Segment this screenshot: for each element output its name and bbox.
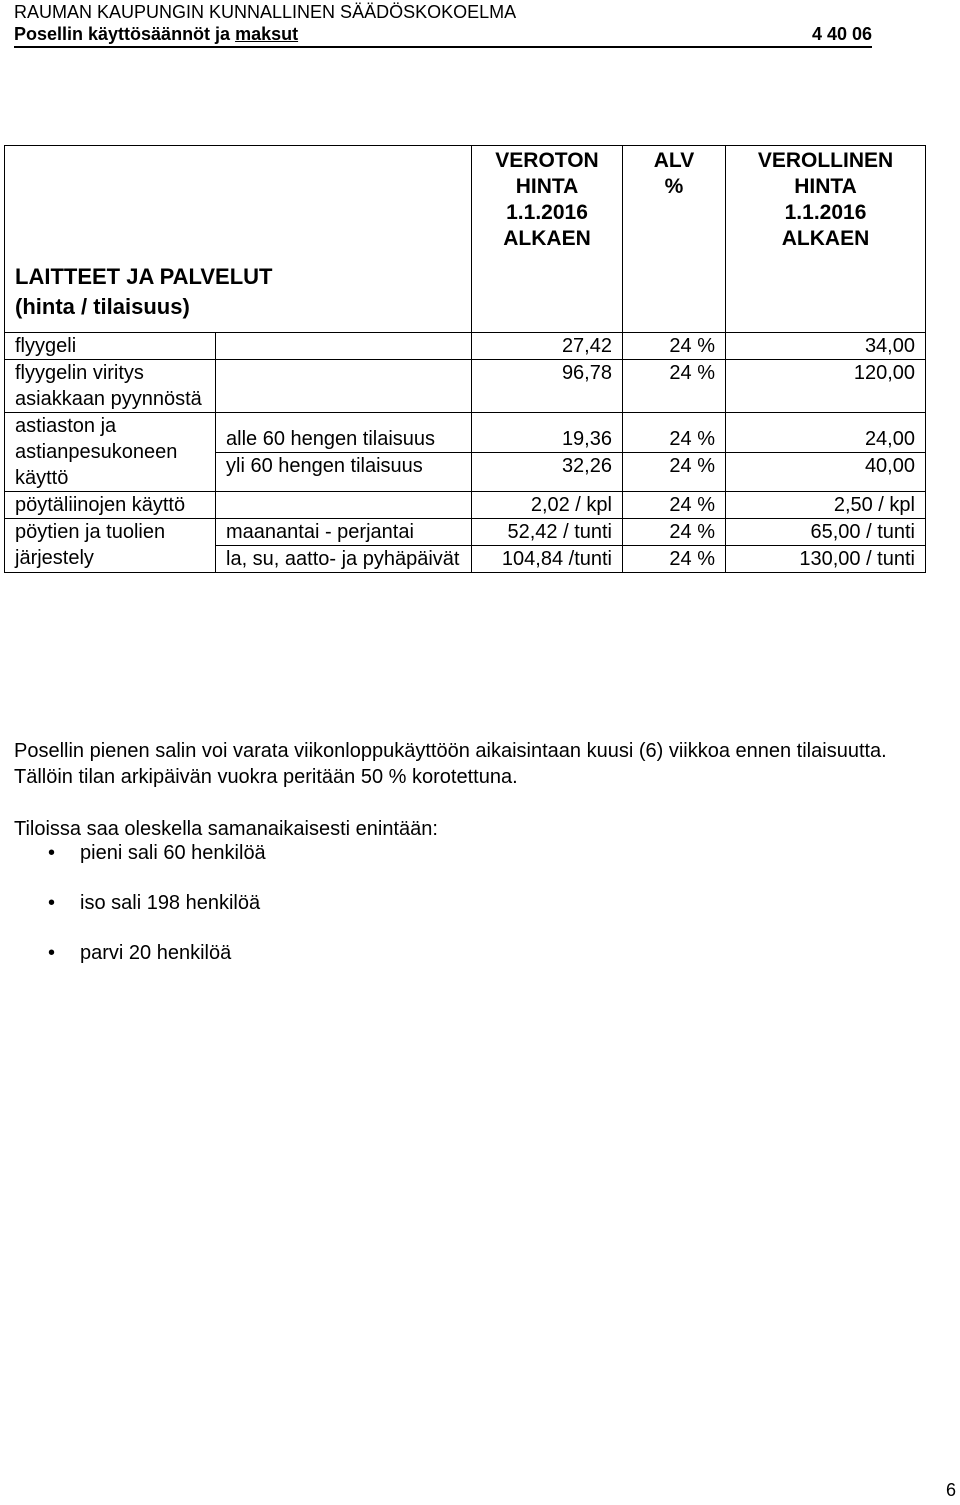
bullet-icon: • xyxy=(48,842,56,864)
gross-price-cell: 65,00 / tunti xyxy=(726,519,926,546)
capacity-list xyxy=(14,840,266,990)
vat-cell: 24 % xyxy=(623,519,726,546)
vat-cell: 24 % xyxy=(623,333,726,360)
vat-cell: 24 % xyxy=(623,546,726,573)
col-net-line: 1.1.2016 xyxy=(506,201,588,224)
capacity-item-label: iso sali 198 henkilöä xyxy=(80,892,261,914)
title-text-part1: Posellin käyttösäännöt ja xyxy=(14,24,236,44)
bullet-icon: • xyxy=(48,892,56,914)
gross-price-cell: 130,00 / tunti xyxy=(726,546,926,573)
weekend-note: Posellin pienen salin voi varata viikonloppukäyttöön aikaisintaan kuusi (6) viikkoa ennen tilaisuutta. Tällöin tilan arkipäivän vuokra peritään 50 % korotettuna. xyxy=(14,740,887,788)
document-code: 4 40 06 xyxy=(811,24,872,44)
net-price-cell: 27,42 xyxy=(472,333,623,360)
item-cell: pöytäliinojen käyttö xyxy=(5,492,216,519)
list-item xyxy=(14,940,266,990)
col-gross-line: ALKAEN xyxy=(781,227,870,250)
col-header-gross xyxy=(726,146,926,333)
gross-price-cell: 120,00 xyxy=(726,360,926,413)
gross-price-cell: 24,00 xyxy=(726,413,926,453)
col-gross-line: 1.1.2016 xyxy=(784,201,867,224)
sub-cell: maanantai - perjantai xyxy=(216,519,472,546)
capacity-item-label: pieni sali 60 henkilöä xyxy=(80,842,266,864)
net-price-cell: 104,84 /tunti xyxy=(472,546,623,573)
vat-cell: 24 % xyxy=(623,452,726,492)
capacity-intro: Tiloissa saa oleskella samanaikaisesti enintään: xyxy=(14,818,438,840)
vat-cell: 24 % xyxy=(623,360,726,413)
net-price-cell: 2,02 / kpl xyxy=(472,492,623,519)
col-net-line: ALKAEN xyxy=(503,227,591,250)
col-net-line: VEROTON xyxy=(495,149,599,172)
item-cell: flyygeli xyxy=(5,333,216,360)
item-cell: astiaston ja astianpesukoneen käyttö xyxy=(5,413,216,492)
col-net-line: HINTA xyxy=(515,175,579,198)
col-vat-line: ALV xyxy=(653,149,695,172)
sub-cell xyxy=(216,492,472,519)
col-header-net xyxy=(472,146,623,333)
sub-cell xyxy=(216,360,472,413)
sub-cell xyxy=(216,333,472,360)
table-title-cell xyxy=(5,146,472,333)
gross-price-cell: 40,00 xyxy=(726,452,926,492)
col-vat-line: % xyxy=(664,175,684,198)
table-row xyxy=(5,333,926,360)
table-row xyxy=(5,360,926,413)
net-price-cell: 52,42 / tunti xyxy=(472,519,623,546)
col-gross-line: VEROLLINEN xyxy=(757,149,894,172)
net-price-cell: 32,26 xyxy=(472,452,623,492)
capacity-item-label: parvi 20 henkilöä xyxy=(80,942,232,964)
col-gross-line: HINTA xyxy=(794,175,857,198)
list-item xyxy=(14,890,266,940)
document-title xyxy=(14,24,872,48)
net-price-cell: 19,36 xyxy=(472,413,623,453)
vat-cell: 24 % xyxy=(623,492,726,519)
title-text-part2: maksut xyxy=(235,24,299,44)
item-cell: pöytien ja tuolien järjestely xyxy=(5,519,216,573)
price-table xyxy=(4,145,926,573)
table-row xyxy=(5,519,926,546)
sub-cell: yli 60 hengen tilaisuus xyxy=(216,452,472,492)
col-header-vat xyxy=(623,146,726,333)
list-item xyxy=(14,840,266,890)
table-row xyxy=(5,413,926,453)
table-header-row xyxy=(5,146,926,333)
gross-price-cell: 34,00 xyxy=(726,333,926,360)
sub-cell: alle 60 hengen tilaisuus xyxy=(216,413,472,453)
org-header: RAUMAN KAUPUNGIN KUNNALLINEN SÄÄDÖSKOKOELMA xyxy=(14,2,517,22)
sub-cell: la, su, aatto- ja pyhäpäivät xyxy=(216,546,472,573)
bullet-icon: • xyxy=(48,942,56,964)
net-price-cell: 96,78 xyxy=(472,360,623,413)
vat-cell: 24 % xyxy=(623,413,726,453)
gross-price-cell: 2,50 / kpl xyxy=(726,492,926,519)
item-cell: flyygelin viritys asiakkaan pyynnöstä xyxy=(5,360,216,413)
page-number: 6 xyxy=(945,1480,956,1500)
table-title-line1: LAITTEET JA PALVELUT xyxy=(15,264,273,289)
table-row xyxy=(5,492,926,519)
table-title-line2: (hinta / tilaisuus) xyxy=(15,294,190,319)
